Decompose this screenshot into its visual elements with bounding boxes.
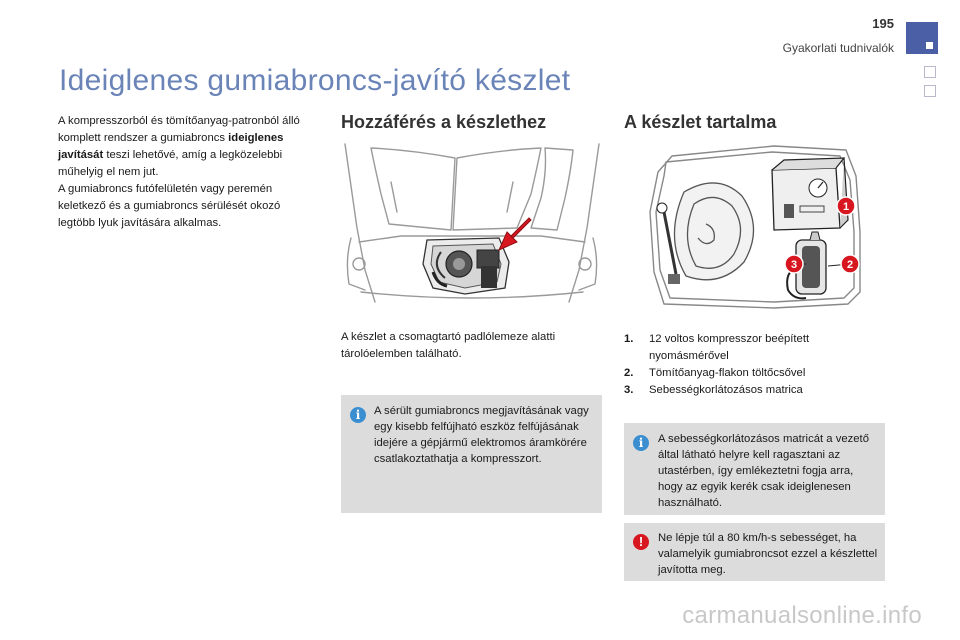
- tab-marker-icon: [926, 42, 933, 49]
- access-heading: Hozzáférés a készlethez: [341, 112, 547, 132]
- intro-text: [58, 113, 308, 232]
- callout-1: [837, 197, 855, 215]
- trunk-illustration: [341, 142, 603, 314]
- svg-text:3: 3: [790, 259, 798, 271]
- speed-warning-text: Ne lépje túl a 80 km/h-s sebességet, ha valamelyik gumiabroncsot ezzel a készlettel javította meg.: [658, 532, 878, 576]
- page-title: Ideiglenes gumiabroncs-javító készlet: [59, 64, 571, 97]
- kit-contents-list: [624, 331, 874, 399]
- sticker-info-box: [624, 423, 885, 515]
- list-item: 1. 12 voltos kompresszor beépített nyomásmérővel: [624, 333, 810, 362]
- warning-icon: !: [633, 534, 649, 550]
- access-text: A készlet a csomagtartó padlólemeze alatti tárolóelemben található.: [341, 331, 556, 360]
- callout-2: [828, 255, 859, 273]
- page-number: 195: [872, 16, 894, 31]
- list-item: 3. Sebességkorlátozásos matrica: [624, 384, 803, 396]
- red-arrow-icon: [499, 218, 531, 250]
- contents-heading: A készlet tartalma: [624, 112, 777, 132]
- list-item: 2. Tömítőanyag-flakon töltőcsővel: [624, 367, 806, 379]
- intro-emphasis: ideiglenes javítását: [58, 132, 284, 161]
- intro-paragraph-1: A kompresszorból és tömítőanyag-patronból álló komplett rendszer a gumiabroncs ideiglenes javítását teszi lehetővé, amíg a legközelebbi műhelyig el nem jut.: [58, 115, 300, 178]
- svg-text:2: 2: [846, 259, 854, 271]
- svg-text:1: 1: [842, 201, 850, 213]
- tire-repair-kit-in-trunk: [423, 238, 509, 294]
- chapter-tab-empty[interactable]: [924, 66, 936, 78]
- compressor: [772, 158, 848, 230]
- info-icon: i: [350, 407, 366, 423]
- sticker-info-text: A sebességkorlátozásos matricát a vezető által látható helyre kell ragasztani az utastérben, így emlékeztetni fogja arra, hogy az egyik kerék csak ideiglenesen használható.: [658, 433, 869, 509]
- kit-illustration: [624, 142, 886, 314]
- info-icon: i: [633, 435, 649, 451]
- chapter-tab-empty[interactable]: [924, 85, 936, 97]
- intro-paragraph-2: A gumiabroncs futófelületén vagy peremén keletkező és a gumiabroncs sérülését okozó legtöbb lyuk javítására alkalmas.: [58, 183, 281, 229]
- speed-warning-box: [624, 523, 885, 581]
- access-info-text: A sérült gumiabroncs megjavításának vagy egy kisebb felfújható eszköz felfújásának idejére a gépjármű elektromos áramkörére csatlakoztathatja a kompresszort.: [374, 405, 589, 465]
- chapter-tab[interactable]: [906, 22, 938, 54]
- access-info-box: [341, 395, 602, 513]
- watermark: carmanualsonline.info: [682, 602, 922, 629]
- section-title: Gyakorlati tudnivalók: [782, 41, 894, 55]
